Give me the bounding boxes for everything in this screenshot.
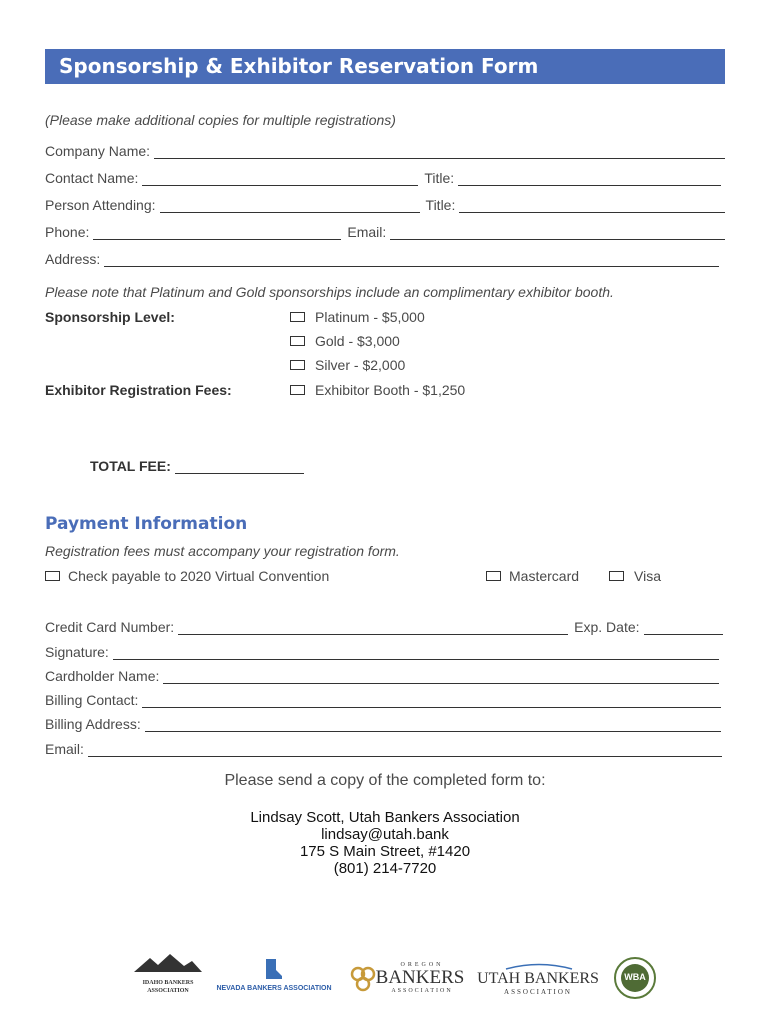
- copies-note: (Please make additional copies for multiple registrations): [45, 112, 396, 128]
- payment-note: Registration fees must accompany your registration form.: [45, 543, 400, 559]
- check-checkbox[interactable]: [45, 571, 60, 581]
- signature-row: [45, 640, 719, 660]
- idaho-logo-text: IDAHO BANKERS ASSOCIATION: [142, 980, 194, 994]
- wba-logo: [613, 956, 657, 1000]
- sponsorship-level-label: Sponsorship Level:: [45, 309, 175, 325]
- person-title-field[interactable]: [459, 198, 725, 213]
- payment-email-row: [45, 737, 722, 757]
- person-row: [45, 193, 725, 213]
- gold-checkbox[interactable]: [290, 336, 305, 346]
- card-number-row: [45, 615, 723, 635]
- contact-title-label: Title:: [424, 170, 455, 186]
- oregon-top-text: OREGON: [400, 962, 444, 968]
- total-fee-field[interactable]: [175, 459, 304, 474]
- contact-phone: (801) 214-7720: [333, 860, 437, 877]
- payment-email-field[interactable]: [88, 742, 722, 757]
- company-label: Company Name:: [45, 143, 151, 159]
- exhibitor-booth-label: Exhibitor Booth - $1,250: [315, 382, 466, 398]
- phone-field[interactable]: [93, 225, 341, 240]
- exp-date-field[interactable]: [644, 620, 723, 635]
- signature-label: Signature:: [45, 644, 109, 660]
- person-attending-field[interactable]: [160, 198, 420, 213]
- platinum-checkbox[interactable]: [290, 312, 305, 322]
- phone-label: Phone:: [45, 224, 90, 240]
- option-check[interactable]: [45, 568, 329, 584]
- contact-name: Lindsay Scott, Utah Bankers Association: [250, 809, 520, 826]
- gold-label: Gold - $3,000: [315, 333, 400, 349]
- mastercard-checkbox[interactable]: [486, 571, 501, 581]
- utah-main-text: UTAH BANKERS: [477, 970, 599, 987]
- billing-contact-row: [45, 688, 721, 708]
- silver-label: Silver - $2,000: [315, 357, 406, 373]
- person-title-label: Title:: [425, 197, 456, 213]
- email-label: Email:: [347, 224, 387, 240]
- form-title: Sponsorship & Exhibitor Reservation Form: [59, 54, 539, 78]
- billing-address-label: Billing Address:: [45, 716, 141, 732]
- contact-row: [45, 166, 725, 186]
- option-platinum[interactable]: [290, 309, 425, 325]
- option-visa[interactable]: [609, 568, 661, 584]
- contact-label: Contact Name:: [45, 170, 139, 186]
- form-title-banner: [45, 49, 725, 84]
- nevada-state-icon: [264, 958, 284, 980]
- utah-bottom-text: ASSOCIATION: [504, 988, 572, 996]
- nevada-bankers-logo: [212, 958, 336, 992]
- utah-bankers-logo: [476, 962, 600, 996]
- utah-arc-icon: [504, 962, 574, 970]
- send-instruction: Please send a copy of the completed form to:: [224, 772, 546, 789]
- person-label: Person Attending:: [45, 197, 156, 213]
- card-number-label: Credit Card Number:: [45, 619, 175, 635]
- cardholder-label: Cardholder Name:: [45, 668, 160, 684]
- oregon-bottom-text: ASSOCIATION: [391, 988, 453, 994]
- card-number-field[interactable]: [178, 620, 568, 635]
- phone-row: [45, 220, 725, 240]
- contact-block: [0, 809, 770, 877]
- exhibitor-booth-checkbox[interactable]: [290, 385, 305, 395]
- nevada-logo-text: NEVADA BANKERS ASSOCIATION: [216, 985, 332, 992]
- billing-contact-field[interactable]: [142, 693, 721, 708]
- contact-title-field[interactable]: [458, 171, 721, 186]
- company-row: [45, 139, 725, 159]
- contact-name-field[interactable]: [142, 171, 418, 186]
- billing-contact-label: Billing Contact:: [45, 692, 139, 708]
- exp-date-label: Exp. Date:: [574, 619, 640, 635]
- contact-email: lindsay@utah.bank: [321, 826, 449, 843]
- oregon-main-text: BANKERS: [375, 967, 465, 988]
- cardholder-row: [45, 664, 719, 684]
- idaho-bankers-logo: [132, 952, 204, 995]
- sponsorship-note: Please note that Platinum and Gold sponsorships include an complimentary exhibitor booth.: [45, 284, 614, 300]
- billing-address-row: [45, 712, 721, 732]
- check-label: Check payable to 2020 Virtual Convention: [68, 568, 330, 584]
- wba-text: WBA: [624, 972, 646, 982]
- option-exhibitor-booth[interactable]: [290, 382, 465, 398]
- exhibitor-fees-label: Exhibitor Registration Fees:: [45, 382, 232, 398]
- company-name-field[interactable]: [154, 144, 725, 159]
- total-fee-label: TOTAL FEE:: [90, 458, 171, 474]
- payment-heading: Payment Information: [45, 514, 248, 534]
- oregon-bankers-logo: [350, 962, 466, 996]
- option-mastercard[interactable]: [486, 568, 579, 584]
- mountain-icon: [132, 952, 204, 974]
- visa-checkbox[interactable]: [609, 571, 624, 581]
- address-label: Address:: [45, 251, 101, 267]
- total-fee-row: [90, 454, 304, 474]
- email-field[interactable]: [390, 225, 725, 240]
- option-gold[interactable]: [290, 333, 400, 349]
- contact-street: 175 S Main Street, #1420: [299, 843, 471, 860]
- platinum-label: Platinum - $5,000: [315, 309, 425, 325]
- address-field[interactable]: [104, 252, 719, 267]
- silver-checkbox[interactable]: [290, 360, 305, 370]
- payment-email-label: Email:: [45, 741, 84, 757]
- rings-icon: [350, 964, 376, 994]
- billing-address-field[interactable]: [145, 717, 721, 732]
- signature-field[interactable]: [113, 645, 719, 660]
- address-row: [45, 247, 719, 267]
- cardholder-field[interactable]: [163, 669, 719, 684]
- visa-label: Visa: [634, 568, 661, 584]
- option-silver[interactable]: [290, 357, 405, 373]
- mastercard-label: Mastercard: [509, 568, 580, 584]
